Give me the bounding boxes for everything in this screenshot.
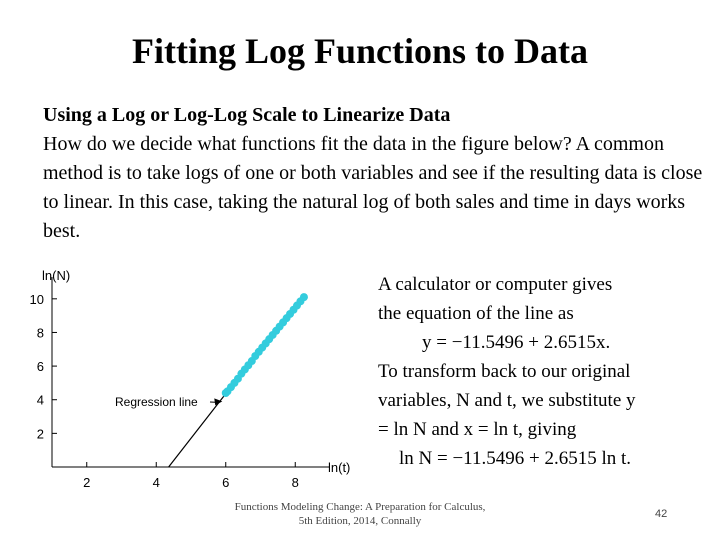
- y-tick-label: 2: [36, 426, 44, 442]
- footer-citation: Functions Modeling Change: A Preparation for Calculus, 5th Edition, 2014, Connally: [234, 501, 486, 527]
- subheading: Using a Log or Log-Log Scale to Linearize Data: [43, 104, 451, 126]
- side-equation-ln: ln N = −11.5496 + 2.6515 ln t.: [399, 448, 631, 469]
- slide-title: Fitting Log Functions to Data: [131, 31, 588, 71]
- x-tick-label: 8: [291, 475, 299, 490]
- page-number: 42: [655, 508, 668, 520]
- intro-paragraph: How do we decide what functions fit the data in the figure below? A common method is to take logs of one or both variables and see if the resulting data is close to linear. In this case, taking the natural log of both sales and time in days works best.: [43, 133, 703, 242]
- side-line-6: = ln N and x = ln t, giving: [378, 419, 577, 440]
- side-line-2: the equation of the line as: [378, 303, 574, 324]
- regression-line-annotation: Regression line: [115, 395, 198, 409]
- side-line-1: A calculator or computer gives: [378, 274, 613, 295]
- side-equation-y: y = −11.5496 + 2.6515x.: [422, 332, 611, 353]
- side-explanation: [378, 270, 698, 473]
- side-line-5: variables, N and t, we substitute y: [378, 390, 636, 411]
- log-log-chart: [30, 262, 350, 492]
- x-tick-label: 4: [152, 475, 160, 490]
- data-point: [300, 293, 308, 301]
- side-line-4: To transform back to our original: [378, 361, 631, 382]
- intro-block: [43, 101, 703, 246]
- y-tick-label: 10: [30, 291, 44, 307]
- y-axis-label: ln(N): [42, 268, 71, 283]
- y-tick-label: 8: [36, 325, 44, 341]
- y-tick-label: 6: [36, 359, 44, 375]
- x-tick-label: 2: [83, 475, 91, 490]
- x-tick-label: 6: [222, 475, 230, 490]
- x-axis-label: ln(t): [328, 460, 350, 475]
- y-tick-label: 4: [36, 392, 44, 408]
